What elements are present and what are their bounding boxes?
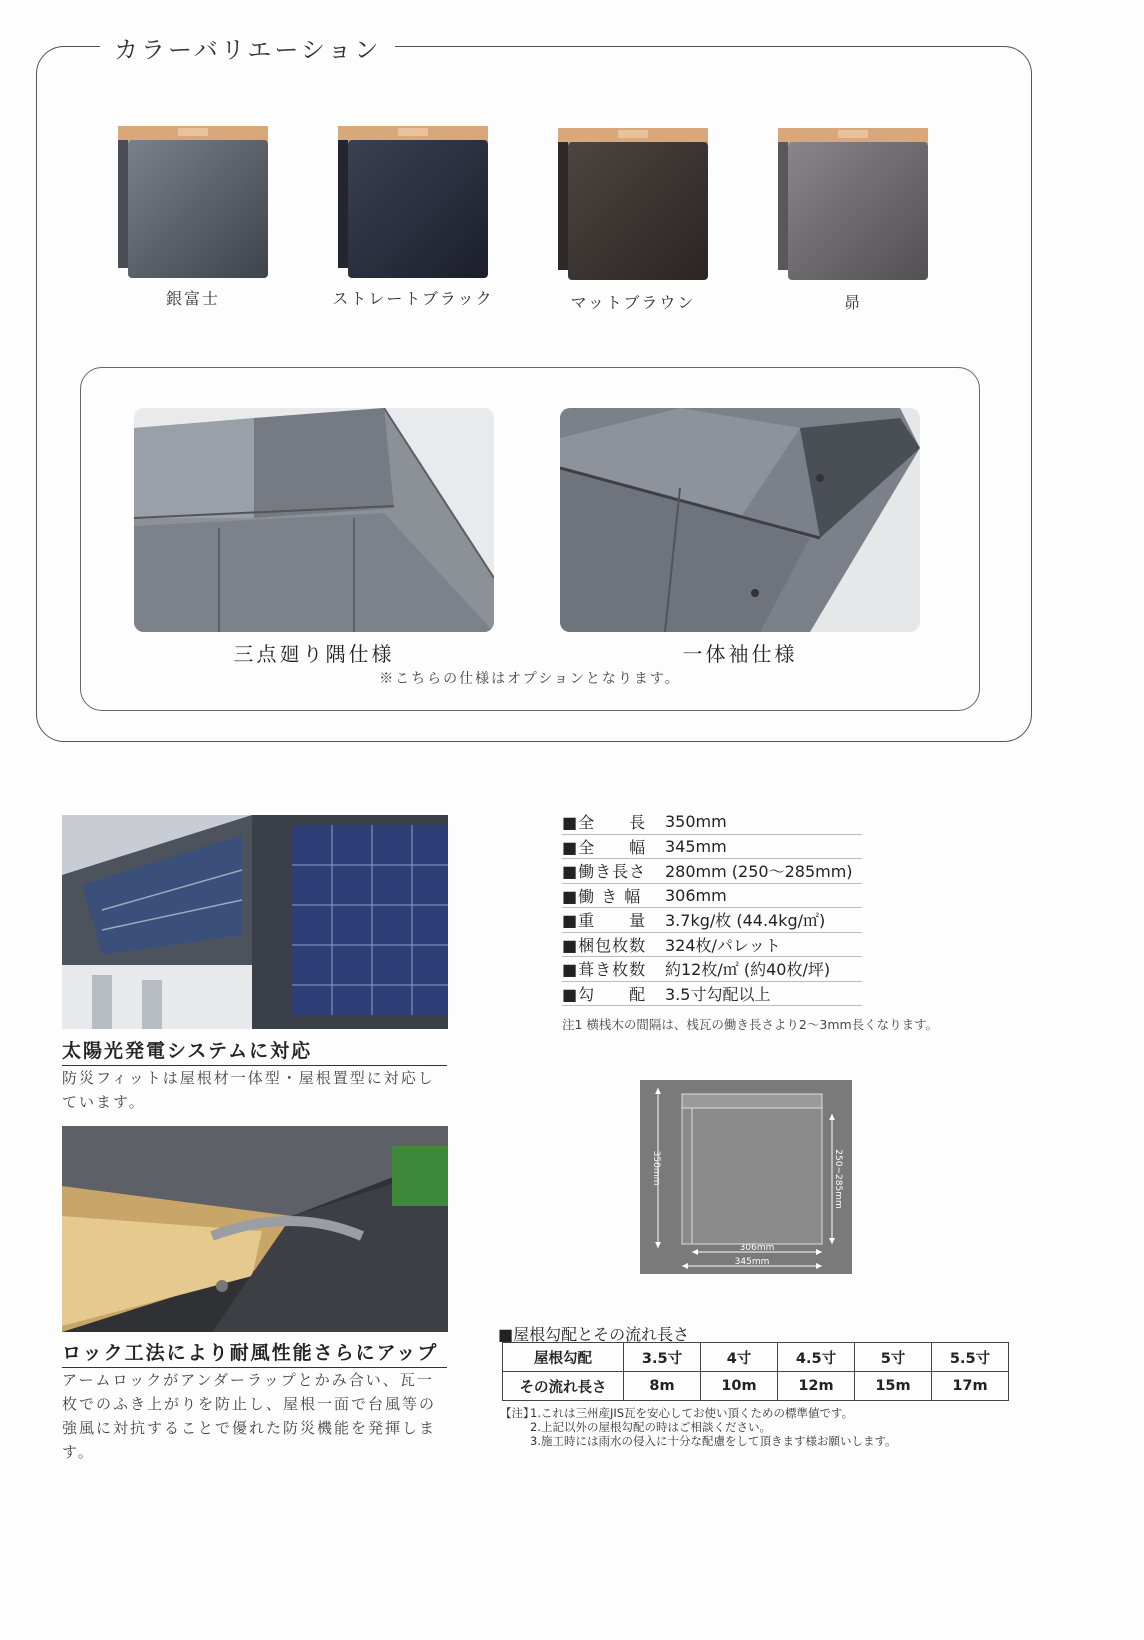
tile-image-subaru [778, 128, 928, 280]
color-label: マットブラウン [570, 293, 696, 312]
tile-image-ginfuji [118, 126, 268, 278]
dim-length-label: 350mm [651, 1150, 661, 1186]
dim-working-length-label: 250~285mm [833, 1149, 843, 1209]
dim-width-label: 345mm [734, 1257, 770, 1267]
corner-spec-photo [134, 408, 494, 632]
spec-key: ■重 量 [562, 911, 647, 931]
table-cell: 5.5寸 [932, 1343, 1009, 1372]
table-cell: 4寸 [701, 1343, 778, 1372]
notes-label: 【注】 [500, 1406, 535, 1420]
spec-key: ■全 長 [562, 813, 647, 833]
tile-image-straight-black [338, 126, 488, 278]
spec-value: 345mm [665, 836, 727, 856]
spec-value: 約12枚/㎡ (約40枚/坪) [665, 960, 831, 980]
spec-row [562, 859, 862, 884]
note-line: 1.これは三州産JIS瓦を安心してお使い頂くための標準値です。 [530, 1406, 854, 1420]
lock-method-photo [62, 1126, 448, 1332]
section-title: カラーバリエーション [100, 30, 395, 65]
spec-note: 注1 横桟木の間隔は、桟瓦の働き長さより2〜3mm長くなります。 [562, 1017, 939, 1032]
spec-row [562, 810, 862, 835]
spec-row [562, 957, 862, 982]
option-caption: 三点廻り隅仕様 [233, 642, 395, 666]
feature-title: 太陽光発電システムに対応 [62, 1036, 447, 1066]
spec-key: ■梱包枚数 [562, 935, 647, 955]
spec-row [562, 908, 862, 933]
dim-working-width-label: 306mm [739, 1243, 775, 1253]
table-cell: 15m [855, 1372, 932, 1401]
spec-row [562, 835, 862, 860]
slope-notes [500, 1406, 897, 1448]
spec-row [562, 884, 862, 909]
row-header: その流れ長さ [503, 1372, 624, 1401]
table-cell: 3.5寸 [624, 1343, 701, 1372]
options-note: ※こちらの仕様はオプションとなります。 [379, 671, 681, 687]
color-label: 銀富士 [165, 289, 220, 308]
spec-value: 3.5寸勾配以上 [665, 984, 771, 1004]
solar-photo [62, 815, 448, 1029]
feature-text: アームロックがアンダーラップとかみ合い、瓦一枚でのふき上がりを防止し、屋根一面で台風等の強風に対抗することで優れた防災機能を発揮します。 [62, 1371, 437, 1461]
row-header: 屋根勾配 [503, 1343, 624, 1372]
spec-list [562, 810, 862, 1006]
table-cell: 5寸 [855, 1343, 932, 1372]
spec-value: 306mm [665, 885, 727, 905]
table-cell: 4.5寸 [778, 1343, 855, 1372]
option-caption: 一体袖仕様 [682, 642, 798, 666]
color-label: 昴 [843, 293, 862, 312]
table-row [503, 1343, 1009, 1372]
spec-key: ■葺き枚数 [562, 960, 647, 980]
spec-key: ■全 幅 [562, 837, 647, 857]
slope-table-title: ■屋根勾配とその流れ長さ [498, 1325, 690, 1344]
table-cell: 12m [778, 1372, 855, 1401]
table-cell: 8m [624, 1372, 701, 1401]
spec-row [562, 982, 862, 1007]
table-cell: 10m [701, 1372, 778, 1401]
spec-value: 350mm [665, 812, 727, 832]
note-line: 2.上記以外の屋根勾配の時はご相談ください。 [530, 1420, 771, 1434]
spec-value: 3.7kg/枚 (44.4kg/㎡) [665, 911, 826, 931]
feature-title: ロック工法により耐風性能さらにアップ [62, 1338, 447, 1368]
table-row [503, 1372, 1009, 1401]
spec-row [562, 933, 862, 958]
slope-table [502, 1342, 1009, 1401]
dimension-diagram [640, 1080, 852, 1274]
tile-image-matt-brown [558, 128, 708, 280]
spec-key: ■働 き 幅 [562, 886, 642, 906]
color-label: ストレートブラック [332, 289, 494, 308]
table-cell: 17m [932, 1372, 1009, 1401]
spec-key: ■勾 配 [562, 984, 647, 1004]
spec-value: 280mm (250〜285mm) [665, 862, 853, 882]
note-line: 3.施工時には雨水の侵入に十分な配慮をして頂きます様お願いします。 [530, 1434, 897, 1448]
feature-text: 防災フィットは屋根材一体型・屋根置型に対応しています。 [62, 1069, 435, 1111]
spec-value: 324枚/パレット [665, 935, 781, 955]
spec-key: ■働き長さ [562, 862, 647, 882]
integrated-sleeve-photo [560, 408, 920, 632]
